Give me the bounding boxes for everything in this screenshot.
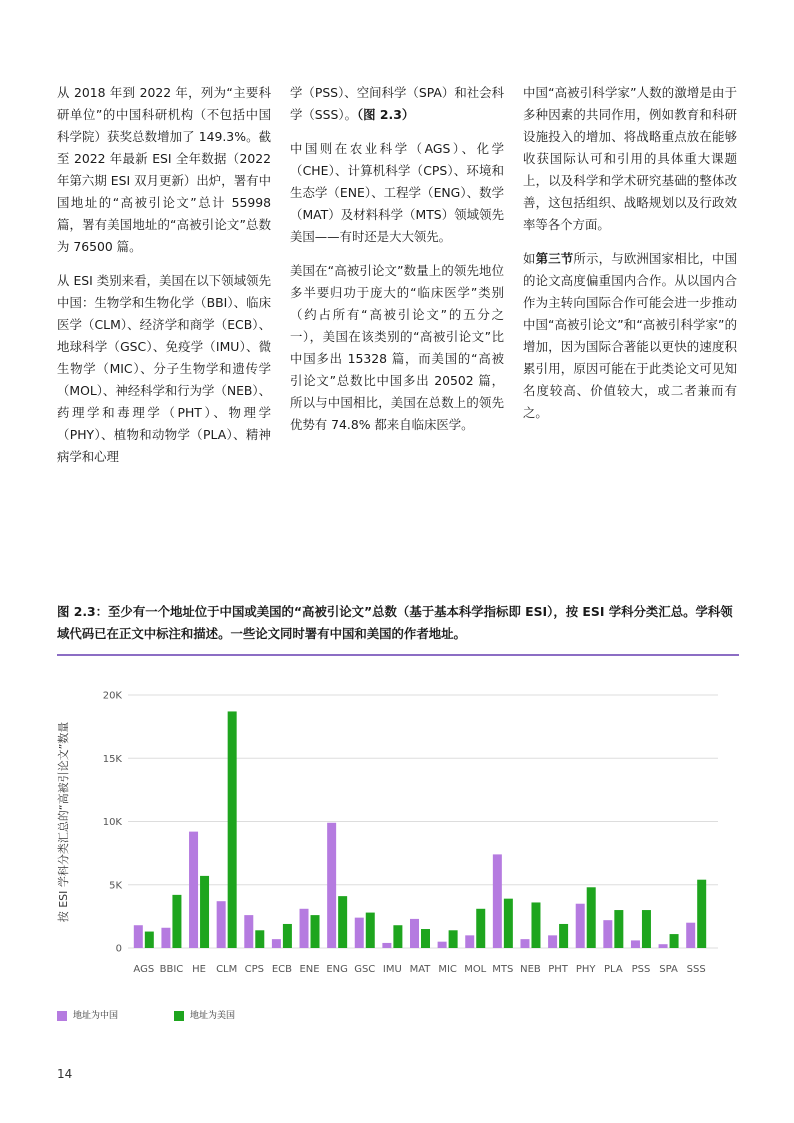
x-tick-label: MTS — [492, 964, 514, 975]
text-column-1 — [57, 82, 271, 480]
paragraph-text: 如 — [523, 251, 536, 266]
bar-china-imu — [382, 943, 391, 948]
bar-china-eng — [327, 823, 336, 948]
x-tick-label: HE — [192, 964, 206, 975]
y-tick-label: 20K — [102, 690, 122, 702]
x-tick-label: MOL — [464, 964, 487, 975]
bar-china-mts — [493, 854, 502, 948]
bar-usa-cps — [255, 930, 264, 948]
bar-usa-he — [200, 876, 209, 948]
bar-usa-mic — [449, 930, 458, 948]
legend-swatch-usa — [174, 1011, 184, 1021]
paragraph: 中国“高被引科学家”人数的激增是由于多种因素的共同作用，例如教育和科研设施投入的增加、将战略重点放在能够收获国际认可和引用的具体重大课题上，以及科学和学术研究基础的整体改善，这包括组织、战略规划以及行政效率等各个方面。 — [523, 85, 737, 232]
bar-china-sss — [686, 923, 695, 948]
legend-label: 地址为美国 — [190, 1011, 236, 1021]
x-tick-label: MAT — [409, 964, 431, 975]
section-reference: 第三节 — [535, 251, 574, 266]
bars — [134, 711, 706, 948]
bar-usa-ene — [311, 915, 320, 948]
bar-usa-ecb — [283, 924, 292, 948]
x-tick-label: ECB — [271, 964, 292, 975]
x-tick-label: PLA — [603, 964, 623, 975]
bar-china-gsc — [355, 918, 364, 948]
bar-usa-bbic — [172, 895, 181, 948]
x-tick-label: PHY — [575, 964, 596, 975]
figure-reference: （图 2.3） — [356, 107, 415, 122]
paragraph: 从 2018 年到 2022 年，列为“主要科研单位”的中国科研机构（不包括中国科学院）获奖总数增加了 149.3%。截至 2022 年最新 ESI 全年数据（2022 年第六期 ESI 双月更新）出炉，署有中国地址的“高被引论文”总计 55998 篇，署有美国地址的“高被引论文”总数为 76500 篇。 — [57, 85, 271, 254]
paragraph-text: 所示，与欧洲国家相比，中国的论文高度偏重国内合作。从以国内合作为主转向国际合作可能会进一步推动中国“高被引论文”和“高被引科学家”的增加，因为国际合著能以更快的速度积累引用，原因可能在于此类论文可见知名度较高、价值较大，或二者兼而有之。 — [523, 251, 738, 420]
bar-usa-neb — [531, 902, 540, 948]
bar-china-pla — [603, 920, 612, 948]
bar-china-neb — [520, 939, 529, 948]
legend-swatch-china — [57, 1011, 67, 1021]
legend-label: 地址为中国 — [73, 1011, 119, 1021]
bar-china-ags — [134, 925, 143, 948]
bar-china-he — [189, 832, 198, 948]
y-tick-label: 5K — [109, 880, 122, 892]
x-tick-label: ENG — [326, 964, 348, 975]
y-tick-label: 15K — [102, 753, 122, 765]
bar-china-bbic — [161, 928, 170, 948]
x-tick-label: PSS — [631, 964, 651, 975]
paragraph-text: 学（PSS）、空间科学（SPA）和社会科学（SSS）。 — [290, 85, 504, 122]
bar-china-phy — [576, 904, 585, 948]
legend-item-usa — [174, 1008, 235, 1021]
text-column-2 — [290, 82, 504, 448]
text-column-3 — [523, 82, 737, 436]
bar-usa-mol — [476, 909, 485, 948]
bar-china-pht — [548, 935, 557, 948]
legend-item-china — [57, 1008, 118, 1021]
y-axis-ticks — [103, 691, 123, 955]
bar-usa-clm — [228, 711, 237, 948]
bar-china-mol — [465, 935, 474, 948]
x-tick-label: GSC — [354, 964, 376, 975]
paragraph — [523, 248, 737, 424]
y-axis-label: 按 ESI 学科分类汇总的“高被引论文”数量 — [57, 721, 70, 923]
grid-lines — [128, 695, 718, 948]
bar-china-ecb — [272, 939, 281, 948]
bar-usa-mts — [504, 899, 513, 948]
figure-caption: 图 2.3：至少有一个地址位于中国或美国的“高被引论文”总数（基于基本科学指标即 ESI），按 ESI 学科分类汇总。学科领域代码已在正文中标注和描述。一些论文同时署有中国和美国的作者地址。 — [57, 604, 733, 641]
bar-china-cps — [244, 915, 253, 948]
bar-usa-ags — [145, 932, 154, 948]
x-axis-ticks — [133, 964, 705, 975]
bar-china-spa — [659, 944, 668, 948]
x-tick-label: PHT — [548, 964, 568, 975]
bar-china-mic — [438, 942, 447, 948]
bar-usa-pss — [642, 910, 651, 948]
paragraph: 中国则在农业科学（AGS）、化学（CHE）、计算机科学（CPS）、环境和生态学（ENE）、工程学（ENG）、数学（MAT）及材料科学（MTS）领域领先美国——有时还是大大领先。 — [290, 141, 504, 244]
paragraph: 从 ESI 类别来看，美国在以下领域领先中国：生物学和生物化学（BBI）、临床医学（CLM）、经济学和商学（ECB）、地球科学（GSC）、免疫学（IMU）、微生物学（MIC）、分子生物学和遗传学（MOL）、神经科学和行为学（NEB）、药理学和毒理学（PHT）、物理学（PHY）、植物和动物学（PLA）、精神病学和心理 — [57, 273, 272, 464]
bar-usa-sss — [697, 880, 706, 948]
x-tick-label: CPS — [244, 964, 264, 975]
x-tick-label: IMU — [382, 964, 402, 975]
x-tick-label: ENE — [299, 964, 320, 975]
bar-usa-pla — [614, 910, 623, 948]
paragraph: 美国在“高被引论文”数量上的领先地位多半要归功于庞大的“临床医学”类别（约占所有“高被引论文”的五分之一），美国在该类别的“高被引论文”比中国多出 15328 篇，而美国的“高被引论文”总数比中国多出 20502 篇，所以与中国相比，美国在总数上的领先优势有 74.8% 都来自临床医学。 — [290, 263, 504, 432]
x-tick-label: CLM — [216, 964, 238, 975]
bar-chart — [50, 680, 740, 980]
bar-usa-gsc — [366, 913, 375, 948]
bar-usa-phy — [587, 887, 596, 948]
paragraph — [290, 82, 504, 126]
bar-usa-spa — [670, 934, 679, 948]
x-tick-label: MIC — [438, 964, 457, 975]
bar-china-ene — [300, 909, 309, 948]
bar-usa-pht — [559, 924, 568, 948]
bar-usa-eng — [338, 896, 347, 948]
x-tick-label: NEB — [520, 964, 541, 975]
y-tick-label: 10K — [102, 817, 122, 828]
x-tick-label: SPA — [659, 964, 678, 975]
bar-china-pss — [631, 940, 640, 948]
x-tick-label: BBIC — [159, 964, 184, 975]
page-number: 14 — [57, 1067, 73, 1081]
y-tick-label: 0 — [115, 943, 122, 955]
bar-usa-imu — [393, 925, 402, 948]
bar-china-clm — [217, 901, 226, 948]
caption-divider — [57, 654, 739, 656]
bar-usa-mat — [421, 929, 430, 948]
x-tick-label: AGS — [133, 964, 155, 975]
x-tick-label: SSS — [686, 964, 706, 975]
bar-china-mat — [410, 919, 419, 948]
